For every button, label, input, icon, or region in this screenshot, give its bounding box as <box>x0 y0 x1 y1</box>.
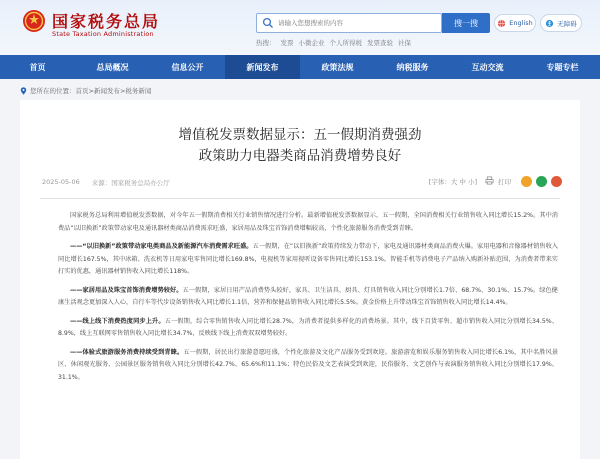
hot-word-link[interactable]: 发票查验 <box>367 39 393 47</box>
paragraph-text: 五一假期，居民出行旅游意愿旺盛，个性化旅游及文化产品服务受到欢迎。旅游游览和娱乐服务销售收入同比增长6.1%，其中名胜风景区、休闲观光服务、公园景区服务销售收入同比分别增长42.7%、65.6%和11.1%；特色民俗及文艺表演受到欢迎，民俗服务、文艺创作与表演服务销售收入同比分别增长17.9%、31.1%。 <box>58 348 558 381</box>
breadcrumb <box>20 86 151 95</box>
globe-icon <box>497 19 506 28</box>
article-date: 2025-05-06 <box>42 178 80 186</box>
article-paragraph <box>58 210 558 235</box>
share-wechat-icon[interactable] <box>536 176 547 187</box>
article-paragraph <box>58 285 558 310</box>
print-link[interactable]: 打印 <box>498 178 511 186</box>
english-button[interactable] <box>494 14 536 32</box>
article-title <box>20 125 580 167</box>
nav-item-overview[interactable]: 总局概况 <box>96 62 129 72</box>
article-meta <box>42 178 170 187</box>
accessibility-button[interactable] <box>540 14 582 32</box>
paragraph-text: 五一假期，综合零售销售收入同比增长28.7%，为消费者提供多样化的消费场景。其中，线下百货零售、超市销售收入同比分别增长34.5%、8.9%，线上互联网零售销售收入同比增长34.7%，反映线下线上消费双双增势较好。 <box>58 317 559 337</box>
nav-item-tax-service[interactable]: 纳税服务 <box>396 62 429 72</box>
search-icon <box>262 17 274 29</box>
nav-item-home[interactable]: 首页 <box>29 62 46 72</box>
paragraph-lead: ——“以旧换新”政策带动家电类商品及新能源汽车消费需求旺盛。 <box>70 243 253 250</box>
nav-item-info-disclosure[interactable]: 信息公开 <box>171 62 204 72</box>
nav-item-special-topics[interactable]: 专题专栏 <box>546 62 579 72</box>
search-button[interactable]: 搜一搜 <box>442 13 490 33</box>
paragraph-lead: ——线上线下消费热度同步上升。 <box>70 317 165 325</box>
breadcrumb-text[interactable]: 您所在的位置：首页>新闻发布>税务新闻 <box>30 87 152 95</box>
accessibility-label: 无障碍 <box>557 19 577 28</box>
article-paragraph <box>58 241 558 279</box>
english-label: English <box>509 19 533 27</box>
article-title-line1: 增值税发票数据显示：五一假期消费强劲 <box>178 127 422 143</box>
article-paragraph <box>58 347 558 385</box>
nav-item-interaction[interactable]: 互动交流 <box>471 62 504 72</box>
hot-search-words <box>256 38 411 47</box>
hot-word-link[interactable]: 小微企业 <box>298 39 325 47</box>
accessibility-icon <box>545 19 554 28</box>
article-tools <box>429 176 562 187</box>
article-divider <box>40 198 560 199</box>
nav-item-policies[interactable]: 政策法规 <box>321 62 354 72</box>
national-emblem-icon[interactable] <box>22 9 46 33</box>
article-paragraph <box>58 316 558 341</box>
article-source: 来源：国家税务总局办公厅 <box>91 179 170 187</box>
hot-word-link[interactable]: 个人所得税 <box>329 39 362 47</box>
nav-item-news[interactable]: 新闻发布 <box>225 55 300 79</box>
search-box <box>256 13 442 33</box>
site-header <box>0 0 600 55</box>
search-input[interactable] <box>278 16 438 30</box>
paragraph-lead: ——体验式旅游服务消费持续受到青睐。 <box>70 348 184 356</box>
paragraph-text: 国家税务总局利用增值税发票数据，对今年五一假期消费相关行业销售情况进行分析。最新增值税发票数据显示，五一假期，全国消费相关行业销售收入同比增长15.2%。其中消费品“以旧换新”政策带动家电及通讯器材类商品消费需求旺盛，家居用品及珠宝首饰消费增幅较高，个性化旅游服务消费受到青睐。 <box>58 212 558 232</box>
site-title-en: State Taxation Administration <box>52 30 154 38</box>
hot-search-label: 热搜： <box>256 39 276 47</box>
article-body <box>58 210 558 390</box>
article-card <box>20 100 580 459</box>
share-weibo-icon[interactable] <box>521 176 532 187</box>
paragraph-text: 五一假期，在“以旧换新”政策持续发力带动下，家电及通讯器材类商品消费火爆。家用电器和音像器材销售收入同比增长167.5%，其中冰箱、洗衣机等日用家电零售同比增长169.8%，电视机等家用视听设备零售同比增长153.1%。智能手机等消费电子产品纳入购新补贴范围，为消费者带来实打实的优惠，通讯器材销售收入同比增长118%。 <box>58 243 558 275</box>
paragraph-lead: ——家居用品及珠宝首饰消费增势较好。 <box>70 286 183 294</box>
print-icon[interactable] <box>485 176 494 187</box>
site-title-cn[interactable]: 国家税务总局 <box>52 12 161 31</box>
main-nav <box>0 55 600 79</box>
font-size-control[interactable]: [字体：大 中 小] <box>428 178 477 186</box>
paragraph-text: 五一假期，家居日用产品消费势头较好，家具、卫生洁具、厨具、灯具销售收入同比分别增长1.7倍、68.7%、30.1%、15.7%。绿色健康生活观念更加深入人心，自行车等代步设备销售收入同比增长1.1倍，营养和保健品销售收入同比增长5.5%。黄金价格上升带动珠宝首饰销售收入同比增长14.4%。 <box>58 286 558 306</box>
share-qzone-icon[interactable] <box>551 176 562 187</box>
article-title-line2: 政策助力电器类商品消费增势良好 <box>198 148 402 164</box>
location-pin-icon <box>20 87 27 95</box>
hot-word-link[interactable]: 发票 <box>280 39 294 47</box>
hot-word-link[interactable]: 社保 <box>398 39 411 47</box>
